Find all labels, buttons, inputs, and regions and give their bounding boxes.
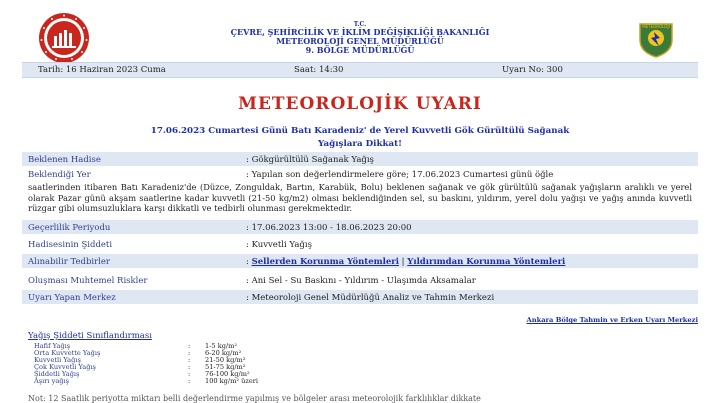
scale-value: 100 kg/m² üzeri [205,377,258,385]
footnote: Not: 12 Saatlik periyotta miktarı belli değerlendirme yapılmış ve bölgeler arası meteorolojik farklılıklar dikkate [28,394,481,403]
scale-value: 6-20 kg/m² [205,349,242,357]
period-value: : 17.06.2023 13:00 - 18.06.2023 20:00 [246,223,412,233]
ministry-header [150,21,570,55]
precipitation-scale-title: Yağış Şiddeti Sınıflandırması [28,331,152,341]
location-paragraph: saatlerinden itibaren Batı Karadeniz'de (Düzce, Zonguldak, Bartın, Karabük, Bolu) beklenen sağanak ve gök gürültülü sağanak yağışların aralıklı ve yerel olarak Pazar günü akşam saatlerine kadar kuvvetli (21-50 kg/m2) olması beklendiğinden sel, su baskını, yıldırım, yerel dolu yağışı ve yağış anında kuvvetli rüzgar gibi olumsuzluklara karşı dikkatli ve tedbirli olunması gerekmektedir. [28,182,692,213]
header-directorate: METEOROLOJİ GENEL MÜDÜRLÜĞÜ [276,36,444,46]
center-value: : Meteoroloji Genel Müdürlüğü Analiz ve Tahmin Merkezi [246,293,495,303]
warning-headline [50,125,670,151]
risks-label: Oluşması Muhtemel Riskler [28,276,148,286]
ministry-emblem-icon [38,12,90,64]
scale-value: 76-100 kg/m² [205,370,250,378]
scale-name: Çok Kuvvetli Yağış [34,363,96,371]
scale-value: 51-75 kg/m² [205,363,246,371]
measures-prefix: : [246,257,252,267]
location-label: Beklendiği Yer [28,170,91,180]
scale-name: Hafif Yağış [34,342,71,350]
scale-colon: : [188,363,191,371]
scale-name: Kuvvetli Yağış [34,356,81,364]
location-value: : Yapılan son değerlendirmelere göre; 17.06.2023 Cumartesi günü öğle [246,170,554,180]
scale-value: 1-5 kg/m² [205,342,238,350]
warning-number: Uyarı No: 300 [502,65,563,75]
scale-colon: : [188,349,191,357]
scale-value: 21-50 kg/m² [205,356,246,364]
scale-colon: : [188,370,191,378]
measures-value [246,257,565,267]
expected-value: : Gökgürültülü Sağanak Yağış [246,155,374,165]
lightning-protection-link[interactable]: Yıldırımdan Korunma Yöntemleri [407,257,566,267]
emblem-caption: METEOROLOJİ [642,24,670,29]
meteorology-emblem-icon [636,20,676,58]
header-ministry: ÇEVRE, ŞEHİRCİLİK VE İKLİM DEĞİŞİKLİĞİ BAKANLIĞI [230,27,490,37]
scale-colon: : [188,356,191,364]
period-label: Geçerlilik Periyodu [28,223,111,233]
header-tc: T.C. [353,21,367,28]
expected-label: Beklenen Hadise [28,155,101,165]
scale-colon: : [188,377,191,385]
headline-line-2: Yağışlara Dikkat! [318,139,402,149]
flood-protection-link[interactable]: Sellerden Korunma Yöntemleri [251,257,399,267]
severity-label: Hadisesinin Şiddeti [28,240,113,250]
info-bar [22,62,698,78]
warning-date: Tarih: 16 Haziran 2023 Cuma [38,65,166,75]
headline-line-1: 17.06.2023 Cumartesi Günü Batı Karadeniz' de Yerel Kuvvetli Gök Gürültülü Sağanak [150,126,570,136]
risks-value: : Ani Sel - Su Baskını - Yıldırım - Ulaşımda Aksamalar [246,276,476,286]
header-region: 9. BÖLGE MÜDÜRLÜĞÜ [305,45,415,55]
warning-time: Saat: 14:30 [294,65,344,75]
page-title: METEOROLOJİK UYARI [238,94,482,114]
severity-value: : Kuvvetli Yağış [246,240,312,250]
measures-separator: | [398,257,408,267]
regional-center-link[interactable]: Ankara Bölge Tahmin ve Erken Uyarı Merkezi [526,316,698,324]
scale-name: Şiddetli Yağış [34,370,80,378]
scale-name: Orta Kuvvette Yağış [34,349,101,357]
measures-label: Alınabilir Tedbirler [28,257,110,267]
scale-colon: : [188,342,191,350]
center-label: Uyarı Yapan Merkez [28,293,116,303]
scale-name: Aşırı yağış [34,377,69,385]
